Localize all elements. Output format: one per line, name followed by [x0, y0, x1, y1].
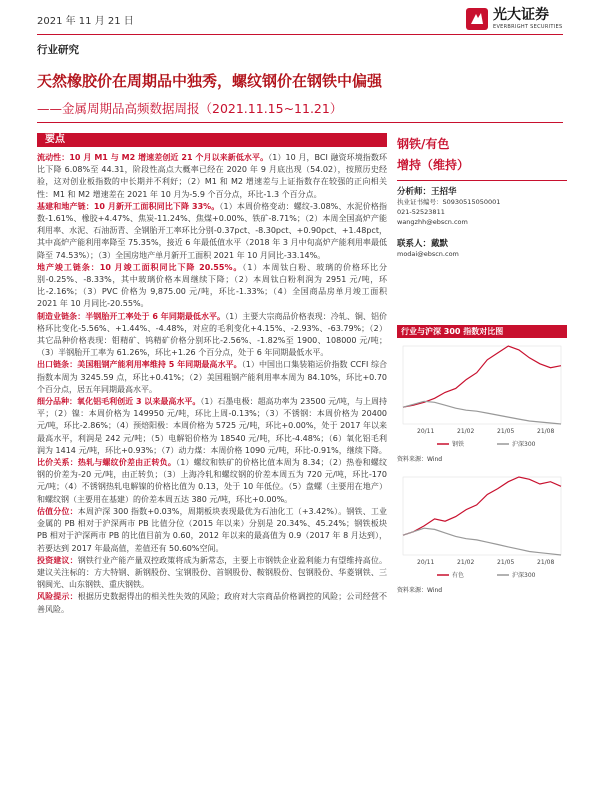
rating-industry: 钢铁/有色	[397, 137, 450, 151]
key-point-paragraph	[37, 555, 387, 592]
key-points-body	[37, 152, 387, 616]
key-point-paragraph	[37, 359, 387, 396]
legend-label: 钢铁	[452, 441, 465, 448]
key-point-paragraph	[37, 591, 387, 615]
x-tick-label: 21/08	[537, 559, 555, 566]
title-divider	[37, 122, 563, 123]
key-point-text: （1）10 月，BCI 融资环境指数环比下降 6.08%至 44.31，阶段性高点大概率已经在 2020 年 9 月底出现（54.02），按照历史经验，这对创业板指数的中长期并不利好；（2）M1 和 M2 增速差与上证指数存在较强的正向相关性：M1 和 M2 增速差在 2021 年 10 月为-5.9 个百分点，环比-1.3 个百分点。	[37, 153, 387, 199]
key-point-text: （1）中国出口集装箱运价指数 CCFI 综合指数本周为 3245.59 点，环比+0.41%；（2）美国粗钢产能利用率本周为 84.10%，环比+0.70 个百分点，居五年同期最高水平。	[37, 360, 388, 394]
key-point-text: （1）螺纹和铁矿的价格比值本周为 8.34；（2）热卷和螺纹钢的价差为-20 元/吨，由正转负；（3）上海冷轧和螺纹钢的价差本周五为 720 元/吨，环比-170 元/吨；（4）不锈钢热轧电解镍的价格比值为 0.13，处于 10 年低位。（5）盘螺（主要用在地产）和螺纹钢（主要用在基建）的价差本周五达 380 元/吨，环比+0.00%。	[37, 458, 387, 504]
key-point-text: 本周沪深 300 指数+0.03%，周期板块表现最优为石油化工（+3.42%）。钢铁、工业金属的 PB 相对于沪深两市 PB 比值分位（2015 年以来）分别是 20.34%、45.24%；钢铁板块 PB 相对于沪深两市 PB 的比值目前为 0.60，2012 年以来的最高值为 0.9（2017 年 8 月达到），若要达到 2017 年最高值，差值还有 50.60%空间。	[37, 506, 388, 553]
sidebar-divider	[397, 180, 567, 181]
key-point-paragraph	[37, 506, 387, 555]
key-point-heading: 出口链条：美国粗钢产能利用率维持 5 年同期最高水平。	[37, 360, 242, 370]
plot-area	[403, 477, 561, 555]
sidebar	[397, 135, 567, 259]
analyst-name: 分析师：王招华	[397, 187, 457, 197]
key-point-heading: 风险提示：	[37, 592, 78, 602]
chart-source-1: 资料来源：Wind	[397, 456, 443, 463]
analyst-cert: 执业证书编号：S0930515050001	[397, 198, 501, 206]
x-tick-label: 20/11	[417, 559, 435, 566]
key-point-heading: 比价关系：热轧与螺纹价差由正转负。	[37, 458, 177, 468]
key-point-paragraph	[37, 457, 387, 506]
steel-index-chart	[397, 340, 567, 452]
key-point-paragraph	[37, 396, 387, 457]
key-point-heading: 流动性：10 月 M1 与 M2 增速差创近 21 个月以来新低水平。	[37, 153, 269, 162]
logo-mark-icon	[466, 8, 488, 30]
key-point-text: 根据历史数据得出的相关性失效的风险；政府对大宗商品价格调控的风险；公司经营不善风险。	[37, 592, 388, 614]
x-tick-label: 21/08	[537, 428, 555, 435]
key-point-paragraph	[37, 262, 387, 311]
key-point-heading: 细分品种：氧化铝毛利创近 3 以来最高水平。	[37, 397, 201, 407]
key-point-heading: 估值分位：	[37, 506, 78, 516]
key-point-heading: 基建和地产链：10 月新开工面积同比下降 33%。	[37, 201, 220, 211]
x-tick-label: 20/11	[417, 428, 435, 435]
logo-name-en: EVERBRIGHT SECURITIES	[493, 24, 563, 30]
key-point-paragraph	[37, 201, 387, 262]
key-point-heading: 投资建议：	[37, 555, 78, 565]
report-category: 行业研究	[37, 44, 79, 56]
key-point-text: （1）本周钛白粉、玻璃的价格环比分别-0.25%、-8.33%，其中玻璃价格本周继续下降；（2）本周钛白粉利润为 2951 元/吨，环比-2.16%；（3）PVC 价格为 9,875.00 元/吨，环比-1.33%；（4）全国商品房单月竣工面积 2021 年 10 月同比-20.55%。	[37, 262, 387, 309]
key-point-heading: 地产竣工链条：10 月竣工面积同比下降 20.55%。	[37, 262, 243, 272]
key-points-header: 要点	[37, 133, 387, 147]
key-point-heading: 制造业链条：半钢胎开工率处于 6 年同期最低水平。	[37, 311, 226, 321]
header-divider	[37, 34, 563, 35]
legend-label: 沪深300	[512, 441, 536, 448]
key-point-text: （1）本周价格变动：螺纹-3.08%、水泥价格指数-1.61%、橡胶+4.47%、焦炭-11.24%、焦煤+0.00%、铁矿-8.71%；（2）本周全国高炉产能利用率、水泥、石油沥青、全钢胎开工率环比分别-0.37pct、-8.30pct、+0.90pct、+1.48pct，其中高炉产能利用率降至 75.35%，接近 6 年最低值水平（2018 年 3 月中旬高炉产能利用率最低降至 74.53%）；（3）全国房地产单月新开工面积 2021 年 10 月同比-33.14%。	[37, 201, 388, 260]
report-date: 2021 年 11 月 21 日	[37, 16, 134, 27]
key-point-text: （1）主要大宗商品价格表现：冷轧、铜、铝价格环比变化-5.56%、+1.44%、-4.48%，对应的毛利变化+4.15%、-2.93%、-63.79%；（2）其它品种价格表现：钼精矿、钨精矿价格分别环比-2.56%、-1.82%至 1900、108000 元/吨；（3）半钢胎开工率为 61.26%，环比+1.26 个百分点，处于 6 年同期最低水平。	[37, 311, 387, 358]
x-tick-label: 21/05	[497, 559, 515, 566]
legend-label: 有色	[452, 572, 465, 579]
x-tick-label: 21/02	[457, 559, 475, 566]
legend-label: 沪深300	[512, 572, 536, 579]
rating-value: 增持（维持）	[397, 158, 470, 172]
key-point-paragraph	[37, 152, 387, 201]
chart-source-2: 资料来源：Wind	[397, 587, 443, 594]
report-subtitle: ——金属周期品高频数据周报（2021.11.15~11.21）	[37, 101, 343, 116]
key-point-paragraph	[37, 311, 387, 360]
logo-name-cn: 光大证券	[493, 7, 549, 23]
x-tick-label: 21/05	[497, 428, 515, 435]
report-title: 天然橡胶价在周期品中独秀，螺纹钢价在钢铁中偏强	[37, 72, 383, 90]
chart-panel	[397, 325, 567, 594]
key-point-text: （1）石墨电极：超高功率为 23500 元/吨，与上周持平；（2）镍：本周价格为 149950 元/吨，环比上周-0.13%；（3）不锈钢：本周价格为 20400 元/吨，环比-2.86%；（4）预焙阳极：本周价格为 5725 元/吨，环比+0.00%，处于 2017 年以来最高水平，利润是 242 元/吨；（5）电解铝价格为 18540 元/吨，环比-4.48%；（6）氧化铝毛利润为 1414 元/吨，环比+0.93%；（7）动力煤：本周价格 1090 元/吨，环比-0.91%，继续下降。	[37, 397, 387, 455]
analyst-phone: 021-52523811	[397, 208, 445, 216]
x-tick-label: 21/02	[457, 428, 475, 435]
nonferrous-index-chart	[397, 471, 567, 583]
analyst-email: wangzhh@ebscn.com	[397, 218, 468, 226]
contact-name: 联系人：戴默	[397, 239, 449, 249]
contact-email: modai@ebscn.com	[397, 250, 459, 258]
key-point-text: 钢铁行业产能产量双控政策将成为新常态，主要上市钢铁企业盈利能力有望维持高位。建议关注标的：方大特钢、新钢股份、宝钢股份、首钢股份、鞍钢股份、包钢股份、华菱钢铁、三钢闽光、山东钢铁、重庆钢铁。	[37, 555, 388, 590]
chart-title: 行业与沪深 300 指数对比图	[397, 325, 567, 338]
company-logo	[466, 8, 562, 30]
